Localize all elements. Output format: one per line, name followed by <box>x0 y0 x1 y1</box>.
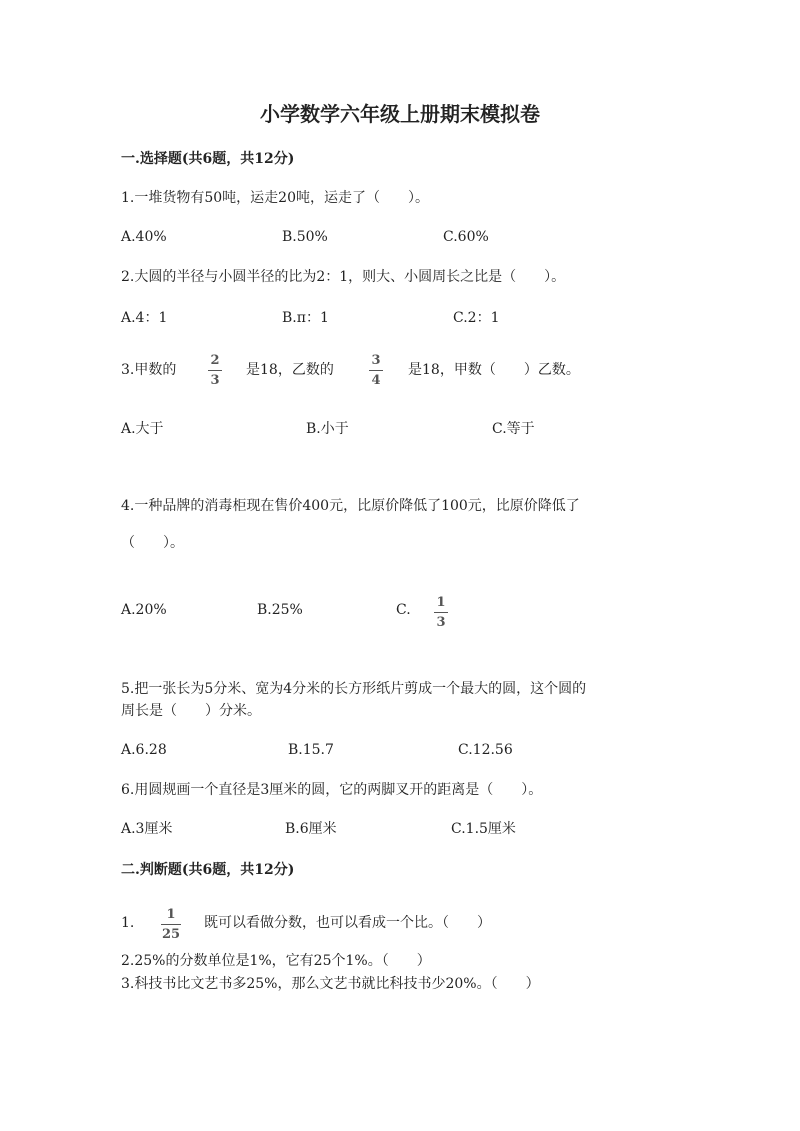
question-3-option-c[interactable]: C.等于 <box>492 421 535 437</box>
fraction-bar <box>369 370 383 371</box>
question-2-stem: 2.大圆的半径与小圆半径的比为2：1，则大、小圆周长之比是（ ）。 <box>121 269 566 285</box>
question-2-option-b[interactable]: B.π：1 <box>282 310 329 326</box>
question-3-stem-part3: 是18，甲数（ ）乙数。 <box>408 362 580 378</box>
question-4-stem-line1: 4.一种品牌的消毒柜现在售价400元，比原价降低了100元，比原价降低了 <box>121 498 580 514</box>
page-title: 小学数学六年级上册期末模拟卷 <box>260 102 540 126</box>
question-1-stem: 1.一堆货物有50吨，运走20吨，运走了（ ）。 <box>121 190 429 206</box>
question-4-option-c[interactable]: C. <box>396 602 411 618</box>
fraction-denominator: 3 <box>436 615 446 630</box>
question-4-option-b[interactable]: B.25% <box>257 602 303 618</box>
question-2-option-a[interactable]: A.4：1 <box>121 310 168 326</box>
judgment-1-text: 既可以看做分数，也可以看成一个比。（ ） <box>204 915 491 931</box>
question-4-stem-line2: （ ）。 <box>121 535 184 551</box>
question-5-stem-line2: 周长是（ ）分米。 <box>121 703 261 719</box>
fraction-denominator: 25 <box>161 927 181 942</box>
question-2-option-c[interactable]: C.2：1 <box>453 310 500 326</box>
fraction-bar <box>208 370 222 371</box>
question-5-stem-line1: 5.把一张长为5分米、宽为4分米的长方形纸片剪成一个最大的圆，这个圆的 <box>121 681 587 697</box>
fraction-bar <box>434 612 448 613</box>
question-6-option-b[interactable]: B.6厘米 <box>285 821 337 837</box>
question-1-option-b[interactable]: B.50% <box>282 229 328 245</box>
judgment-2-text: 2.25%的分数单位是1%，它有25个1%。（ ） <box>121 953 431 969</box>
judgment-1-number: 1. <box>121 915 135 931</box>
fraction-bar <box>161 924 181 925</box>
question-4-option-c-fraction <box>434 595 448 630</box>
judgment-1-fraction <box>161 907 181 942</box>
question-3-option-b[interactable]: B.小于 <box>306 421 349 437</box>
question-6-stem: 6.用圆规画一个直径是3厘米的圆，它的两脚叉开的距离是（ ）。 <box>121 782 543 798</box>
judgment-3-text: 3.科技书比文艺书多25%，那么文艺书就比科技书少20%。（ ） <box>121 976 540 992</box>
question-3-stem-part2: 是18，乙数的 <box>246 362 334 378</box>
section-heading-judgment: 二.判断题(共6题，共12分) <box>121 862 295 878</box>
question-3-stem-part1: 3.甲数的 <box>121 362 177 378</box>
section-heading-choice: 一.选择题(共6题，共12分) <box>121 151 295 167</box>
question-5-option-a[interactable]: A.6.28 <box>121 742 167 758</box>
fraction-numerator: 3 <box>371 353 381 368</box>
question-3-option-a[interactable]: A.大于 <box>121 421 164 437</box>
fraction-denominator: 4 <box>371 373 381 388</box>
question-1-option-a[interactable]: A.40% <box>121 229 167 245</box>
question-1-option-c[interactable]: C.60% <box>443 229 489 245</box>
question-6-option-c[interactable]: C.1.5厘米 <box>451 821 516 837</box>
fraction-numerator: 1 <box>166 907 176 922</box>
question-6-option-a[interactable]: A.3厘米 <box>121 821 173 837</box>
question-5-option-c[interactable]: C.12.56 <box>458 742 513 758</box>
question-3-fraction-1 <box>208 353 222 388</box>
question-5-option-b[interactable]: B.15.7 <box>288 742 334 758</box>
fraction-denominator: 3 <box>210 373 220 388</box>
fraction-numerator: 1 <box>436 595 446 610</box>
fraction-numerator: 2 <box>210 353 220 368</box>
question-4-option-a[interactable]: A.20% <box>121 602 167 618</box>
question-3-fraction-2 <box>369 353 383 388</box>
